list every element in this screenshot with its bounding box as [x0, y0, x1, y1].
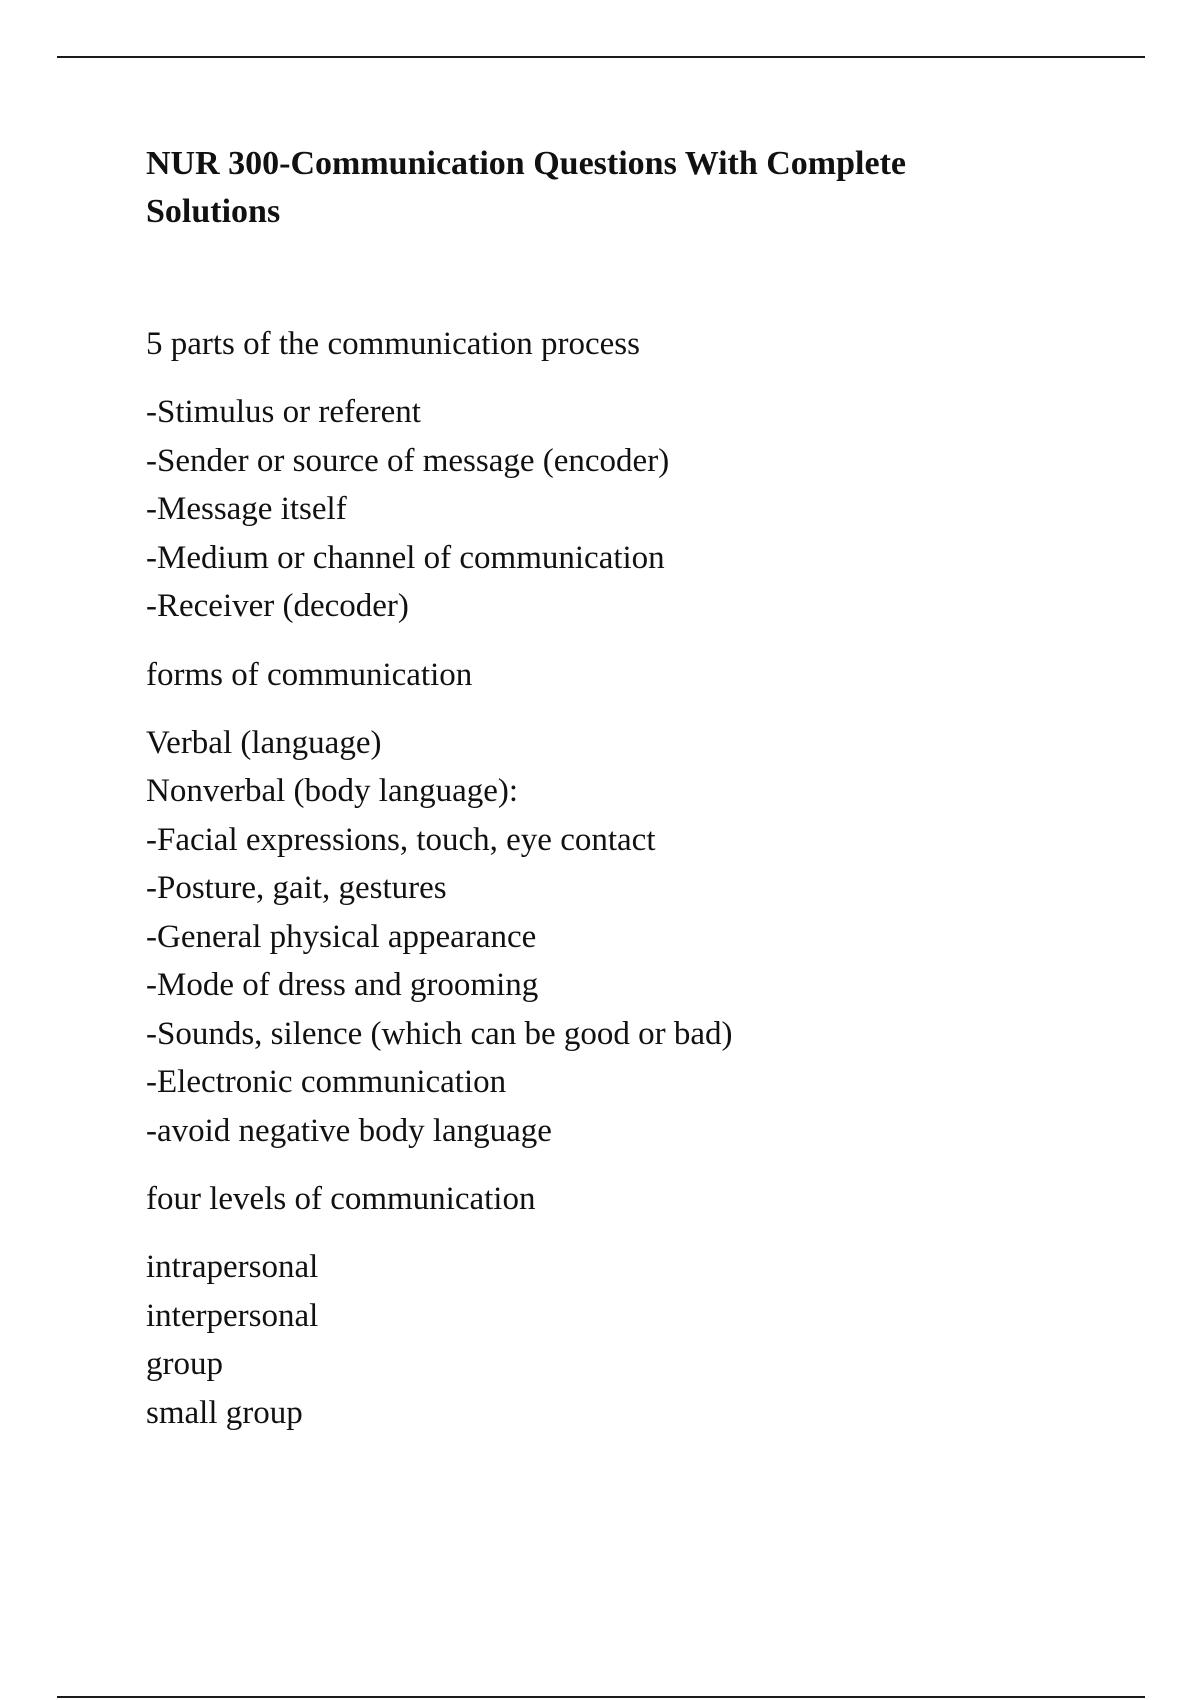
question-text: four levels of communication: [146, 1181, 536, 1217]
document-body: [146, 140, 1106, 1457]
answer-line: intrapersonal: [146, 1249, 319, 1285]
answer-line: -Mode of dress and grooming: [146, 967, 539, 1003]
answer-block: [146, 1243, 1106, 1437]
answer-line: -avoid negative body language: [146, 1112, 552, 1149]
answer-line: Nonverbal (body language):: [146, 773, 519, 809]
answer-line: group: [146, 1346, 223, 1382]
qa-list: [146, 320, 1106, 1437]
answer-block: [146, 388, 1106, 631]
answer-line: -Message itself: [146, 491, 347, 527]
top-divider: [57, 56, 1145, 58]
answer-line: -Sender or source of message (encoder): [146, 442, 670, 479]
answer-line: interpersonal: [146, 1297, 319, 1334]
answer-line: -Electronic communication: [146, 1064, 507, 1100]
answer-line: small group: [146, 1394, 303, 1431]
qa-item: [146, 320, 1106, 631]
answer-line: -General physical appearance: [146, 918, 537, 955]
question-text: 5 parts of the communication process: [146, 326, 640, 362]
qa-item: [146, 1175, 1106, 1437]
answer-line: Verbal (language): [146, 724, 382, 761]
answer-line: -Sounds, silence (which can be good or bad): [146, 1015, 733, 1052]
answer-line: -Facial expressions, touch, eye contact: [146, 821, 656, 858]
document-title: NUR 300-Communication Questions With Complete Solutions: [146, 145, 906, 230]
bottom-divider: [57, 1696, 1145, 1698]
answer-line: -Receiver (decoder): [146, 588, 409, 624]
answer-block: [146, 719, 1106, 1156]
question-text: forms of communication: [146, 656, 473, 693]
answer-line: -Medium or channel of communication: [146, 539, 665, 576]
answer-line: -Stimulus or referent: [146, 394, 421, 430]
qa-item: [146, 651, 1106, 1156]
answer-line: -Posture, gait, gestures: [146, 870, 447, 906]
